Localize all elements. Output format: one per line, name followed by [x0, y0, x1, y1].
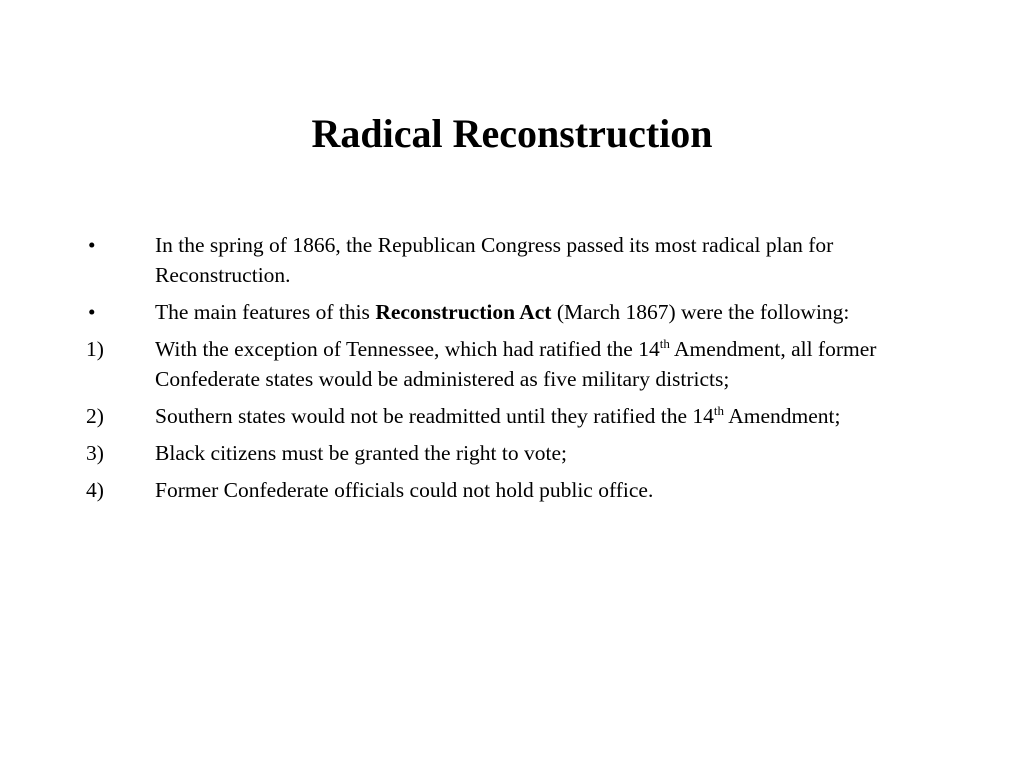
- text-segment: Amendment;: [724, 404, 841, 428]
- text-segment: Southern states would not be readmitted until they ratified the 14: [155, 404, 714, 428]
- list-item: [86, 230, 946, 290]
- bold-term: Reconstruction Act: [375, 300, 552, 324]
- number-marker: 3): [86, 441, 104, 465]
- bullet-marker: •: [88, 300, 96, 324]
- list-item: [86, 475, 946, 505]
- list-item-text: [155, 297, 946, 327]
- text-segment: With the exception of Tennessee, which had ratified the 14: [155, 337, 660, 361]
- slide-content: [86, 230, 946, 512]
- list-item-text: Former Confederate officials could not hold public office.: [155, 478, 654, 502]
- superscript: th: [659, 336, 670, 351]
- list-item: [86, 438, 946, 468]
- text-segment: Amendment, all former Confederate states would be administered as five military districts;: [155, 337, 877, 391]
- number-marker: 2): [86, 404, 104, 428]
- number-marker: 4): [86, 478, 104, 502]
- list-item: [86, 297, 946, 327]
- list-item-text: [155, 334, 946, 394]
- list-item: [86, 334, 946, 394]
- text-segment: (March 1867) were the following:: [551, 300, 850, 324]
- bullet-marker: •: [88, 233, 96, 257]
- list-item: [86, 401, 946, 431]
- list-item-text: In the spring of 1866, the Republican Congress passed its most radical plan for Reconstruction.: [155, 233, 834, 287]
- number-marker: 1): [86, 337, 104, 361]
- list-item-text: [155, 401, 946, 431]
- slide-title: Radical Reconstruction: [311, 111, 713, 156]
- text-segment: The main features of this: [155, 300, 376, 324]
- superscript: th: [713, 403, 724, 418]
- list-item-text: Black citizens must be granted the right to vote;: [155, 441, 567, 465]
